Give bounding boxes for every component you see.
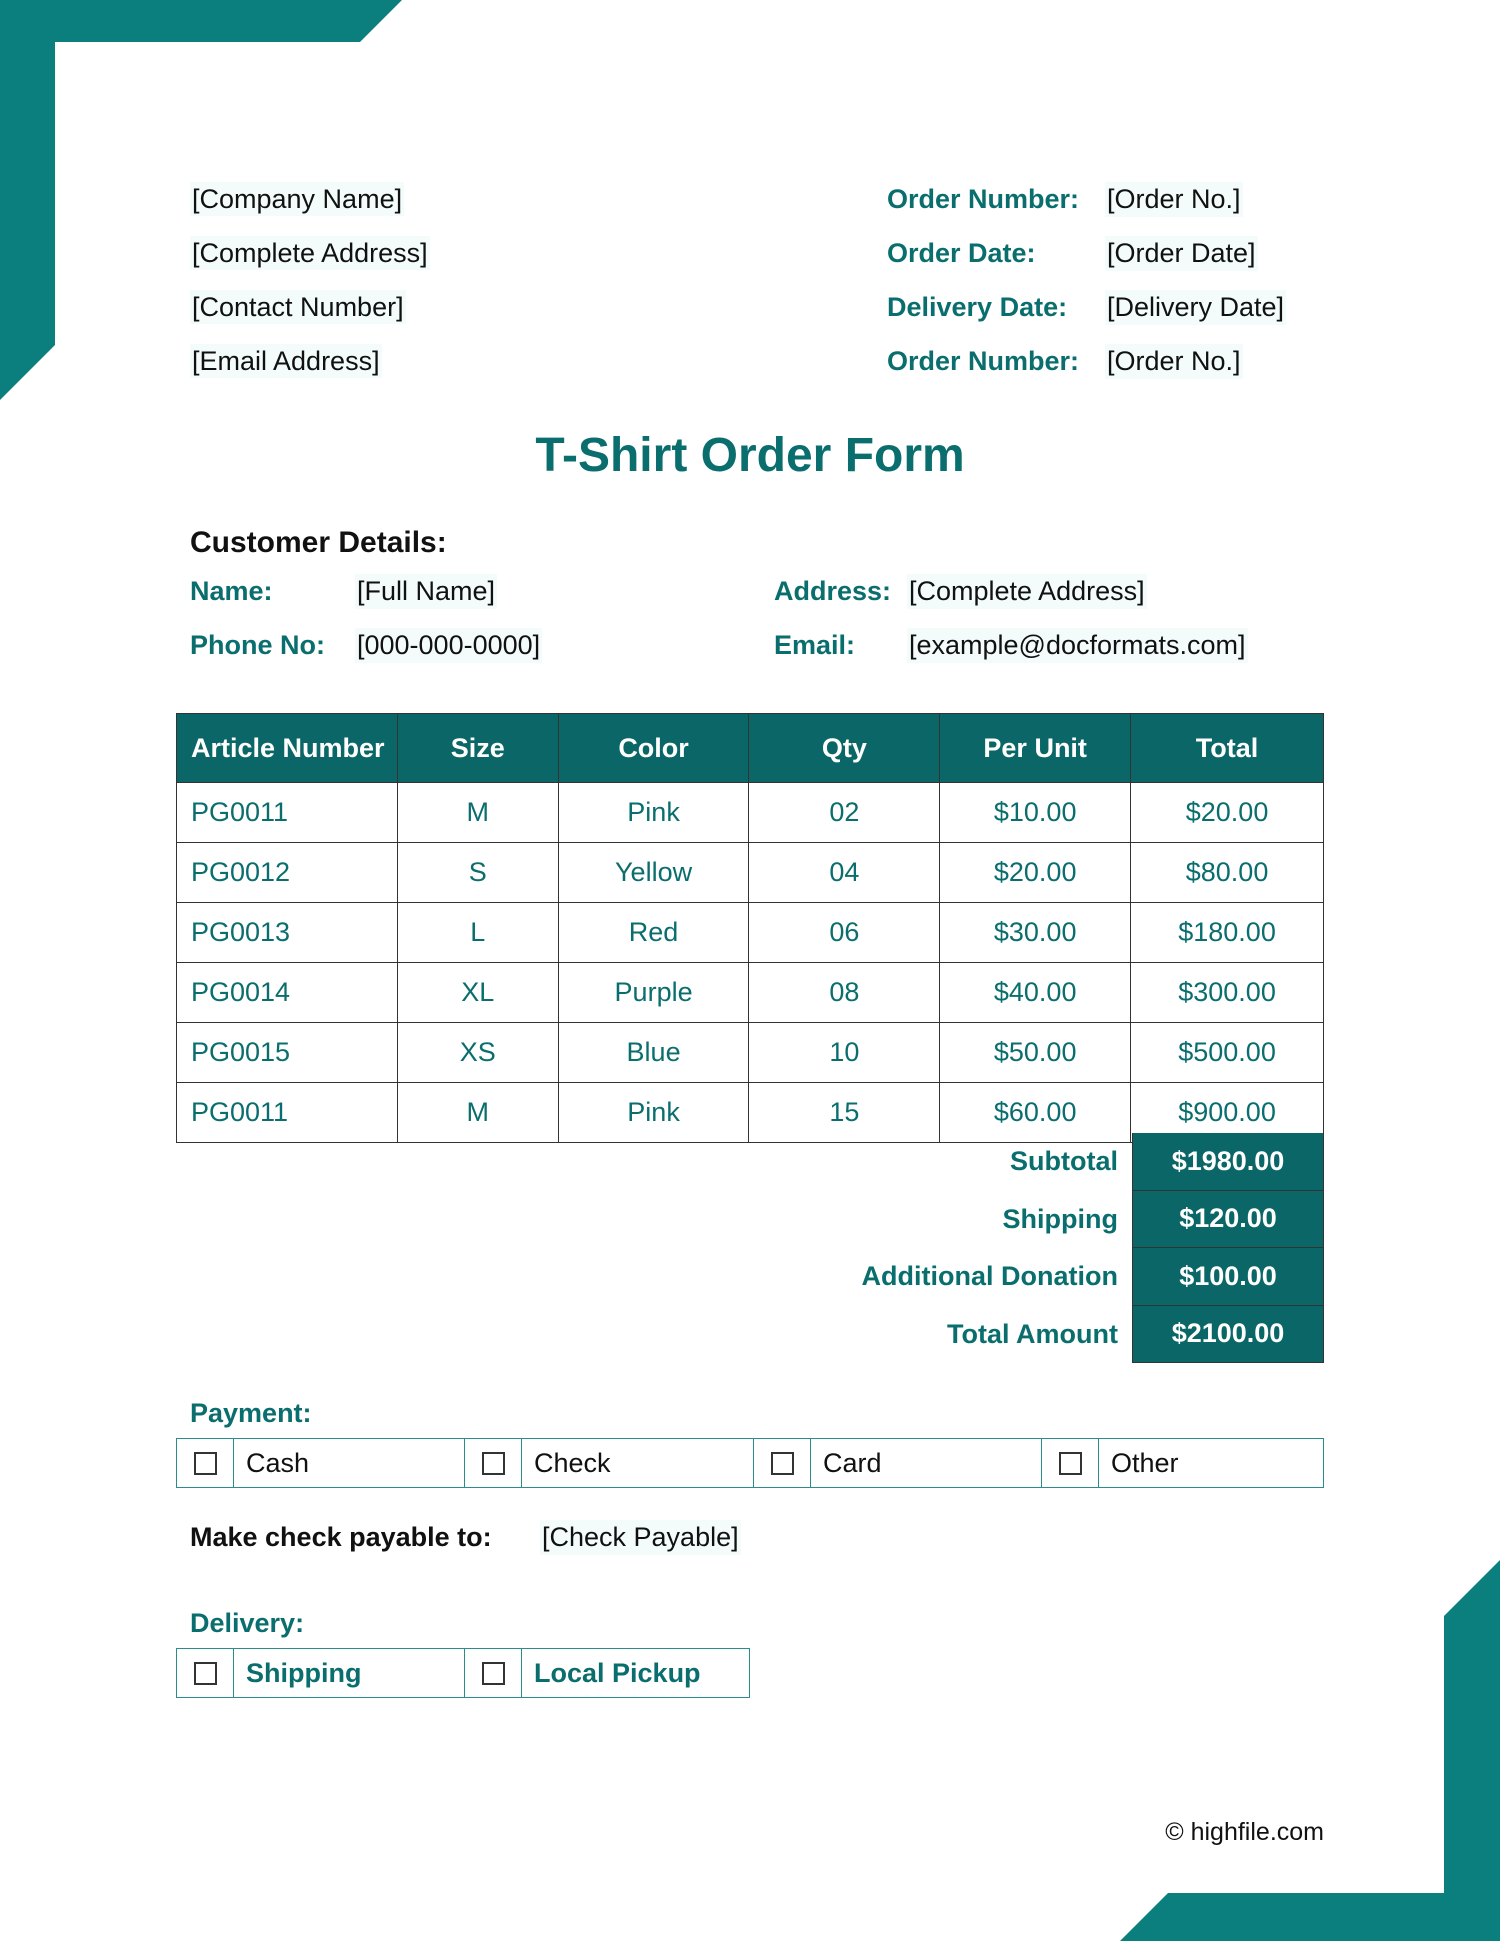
delivery-pickup-label: Local Pickup: [534, 1657, 701, 1688]
payment-other-checkbox[interactable]: [1042, 1439, 1099, 1487]
footer-copyright: © highfile.com: [1165, 1818, 1324, 1846]
cell-size: L: [397, 903, 558, 963]
delivery-shipping-checkbox[interactable]: [177, 1649, 234, 1697]
subtotal-label: Subtotal: [1010, 1146, 1118, 1177]
payment-check-checkbox[interactable]: [465, 1439, 522, 1487]
cell-qty: 08: [749, 963, 940, 1023]
cell-qty: 15: [749, 1083, 940, 1143]
checkbox-icon: [482, 1662, 505, 1685]
checkbox-icon: [194, 1662, 217, 1685]
table-row: [177, 1023, 1324, 1083]
order-number-value-2: [Order No.]: [1105, 344, 1243, 379]
cell-total: $300.00: [1131, 963, 1324, 1023]
payment-label: Payment:: [190, 1398, 312, 1428]
company-email: [Email Address]: [192, 346, 380, 376]
cell-size: XL: [397, 963, 558, 1023]
cell-qty: 06: [749, 903, 940, 963]
page-title: T-Shirt Order Form: [535, 429, 965, 482]
customer-address-value: [Complete Address]: [907, 574, 1147, 609]
customer-email-value: [example@docformats.com]: [907, 628, 1248, 663]
payment-other-label: Other: [1111, 1447, 1179, 1478]
customer-phone-field: [190, 618, 542, 672]
cell-article: PG0011: [177, 1083, 398, 1143]
order-info-row: [887, 334, 1286, 388]
table-header-row: [177, 714, 1324, 783]
header-per-unit: Per Unit: [940, 714, 1131, 783]
cell-color: Pink: [558, 1083, 749, 1143]
totals-row: [176, 1306, 1324, 1364]
cell-total: $900.00: [1131, 1083, 1324, 1143]
delivery-date-value: [Delivery Date]: [1105, 290, 1286, 325]
shipping-value: $120.00: [1132, 1191, 1324, 1249]
cell-per-unit: $10.00: [940, 783, 1131, 843]
checkbox-icon: [771, 1452, 794, 1475]
cell-per-unit: $20.00: [940, 843, 1131, 903]
header-size: Size: [397, 714, 558, 783]
order-info: [887, 172, 1286, 388]
order-date-value: [Order Date]: [1105, 236, 1258, 271]
cell-article: PG0015: [177, 1023, 398, 1083]
payment-cash-checkbox[interactable]: [177, 1439, 234, 1487]
checkbox-icon: [482, 1452, 505, 1475]
subtotal-value: $1980.00: [1132, 1133, 1324, 1191]
delivery-date-label: Delivery Date:: [887, 291, 1068, 322]
cell-size: M: [397, 783, 558, 843]
cell-article: PG0014: [177, 963, 398, 1023]
order-info-row: [887, 280, 1286, 334]
check-payable-field: [190, 1520, 741, 1555]
order-number-value: [Order No.]: [1105, 182, 1243, 217]
delivery-shipping-label: Shipping: [234, 1649, 465, 1697]
payment-options: [176, 1438, 1324, 1488]
cell-per-unit: $30.00: [940, 903, 1131, 963]
customer-address-field: [774, 564, 1147, 618]
header-article-number: Article Number: [177, 714, 398, 783]
customer-details-heading: Customer Details:: [190, 526, 447, 559]
cell-article: PG0013: [177, 903, 398, 963]
totals-row: [176, 1248, 1324, 1306]
delivery-options: [176, 1648, 750, 1698]
customer-phone-value: [000-000-0000]: [355, 628, 542, 663]
customer-name-label: Name:: [190, 575, 273, 606]
order-number-label-2: Order Number:: [887, 345, 1080, 376]
customer-address-label: Address:: [774, 575, 892, 606]
cell-size: M: [397, 1083, 558, 1143]
header-total: Total: [1131, 714, 1324, 783]
cell-color: Purple: [558, 963, 749, 1023]
checkbox-icon: [194, 1452, 217, 1475]
cell-article: PG0012: [177, 843, 398, 903]
company-address: [Complete Address]: [192, 238, 428, 268]
order-info-row: [887, 172, 1286, 226]
delivery-label: Delivery:: [190, 1608, 305, 1638]
totals-row: [176, 1133, 1324, 1191]
total-amount-value: $2100.00: [1132, 1306, 1324, 1364]
company-info: [190, 172, 430, 388]
cell-qty: 10: [749, 1023, 940, 1083]
check-payable-value: [Check Payable]: [540, 1520, 741, 1555]
table-row: [177, 903, 1324, 963]
bottom-right-corner-decoration: [1120, 1560, 1500, 1941]
checkbox-icon: [1059, 1452, 1082, 1475]
totals-row: [176, 1191, 1324, 1249]
payment-check-label: Check: [522, 1439, 754, 1487]
totals-block: [176, 1133, 1324, 1363]
payment-card-label: Card: [811, 1439, 1042, 1487]
shipping-label: Shipping: [1002, 1203, 1118, 1234]
header-color: Color: [558, 714, 749, 783]
cell-total: $80.00: [1131, 843, 1324, 903]
delivery-pickup-checkbox[interactable]: [465, 1649, 522, 1697]
table-row: [177, 963, 1324, 1023]
donation-value: $100.00: [1132, 1248, 1324, 1306]
cell-color: Yellow: [558, 843, 749, 903]
payment-card-checkbox[interactable]: [754, 1439, 811, 1487]
items-table: [176, 713, 1324, 1143]
customer-email-field: [774, 618, 1248, 672]
order-date-label: Order Date:: [887, 237, 1036, 268]
cell-total: $20.00: [1131, 783, 1324, 843]
check-payable-label: Make check payable to:: [190, 1522, 492, 1552]
total-amount-label: Total Amount: [947, 1318, 1118, 1349]
table-row: [177, 783, 1324, 843]
cell-total: $500.00: [1131, 1023, 1324, 1083]
customer-email-label: Email:: [774, 629, 856, 660]
table-row: [177, 843, 1324, 903]
cell-qty: 02: [749, 783, 940, 843]
donation-label: Additional Donation: [861, 1261, 1118, 1292]
company-name: [Company Name]: [192, 184, 403, 214]
payment-cash-label: Cash: [234, 1439, 465, 1487]
customer-name-value: [Full Name]: [355, 574, 497, 609]
cell-qty: 04: [749, 843, 940, 903]
cell-color: Pink: [558, 783, 749, 843]
company-contact: [Contact Number]: [192, 292, 404, 322]
cell-per-unit: $40.00: [940, 963, 1131, 1023]
cell-size: XS: [397, 1023, 558, 1083]
cell-color: Blue: [558, 1023, 749, 1083]
cell-total: $180.00: [1131, 903, 1324, 963]
cell-per-unit: $50.00: [940, 1023, 1131, 1083]
cell-color: Red: [558, 903, 749, 963]
cell-per-unit: $60.00: [940, 1083, 1131, 1143]
customer-phone-label: Phone No:: [190, 629, 325, 660]
cell-size: S: [397, 843, 558, 903]
header-qty: Qty: [749, 714, 940, 783]
customer-name-field: [190, 564, 497, 618]
cell-article: PG0011: [177, 783, 398, 843]
order-info-row: [887, 226, 1286, 280]
order-number-label: Order Number:: [887, 183, 1080, 214]
